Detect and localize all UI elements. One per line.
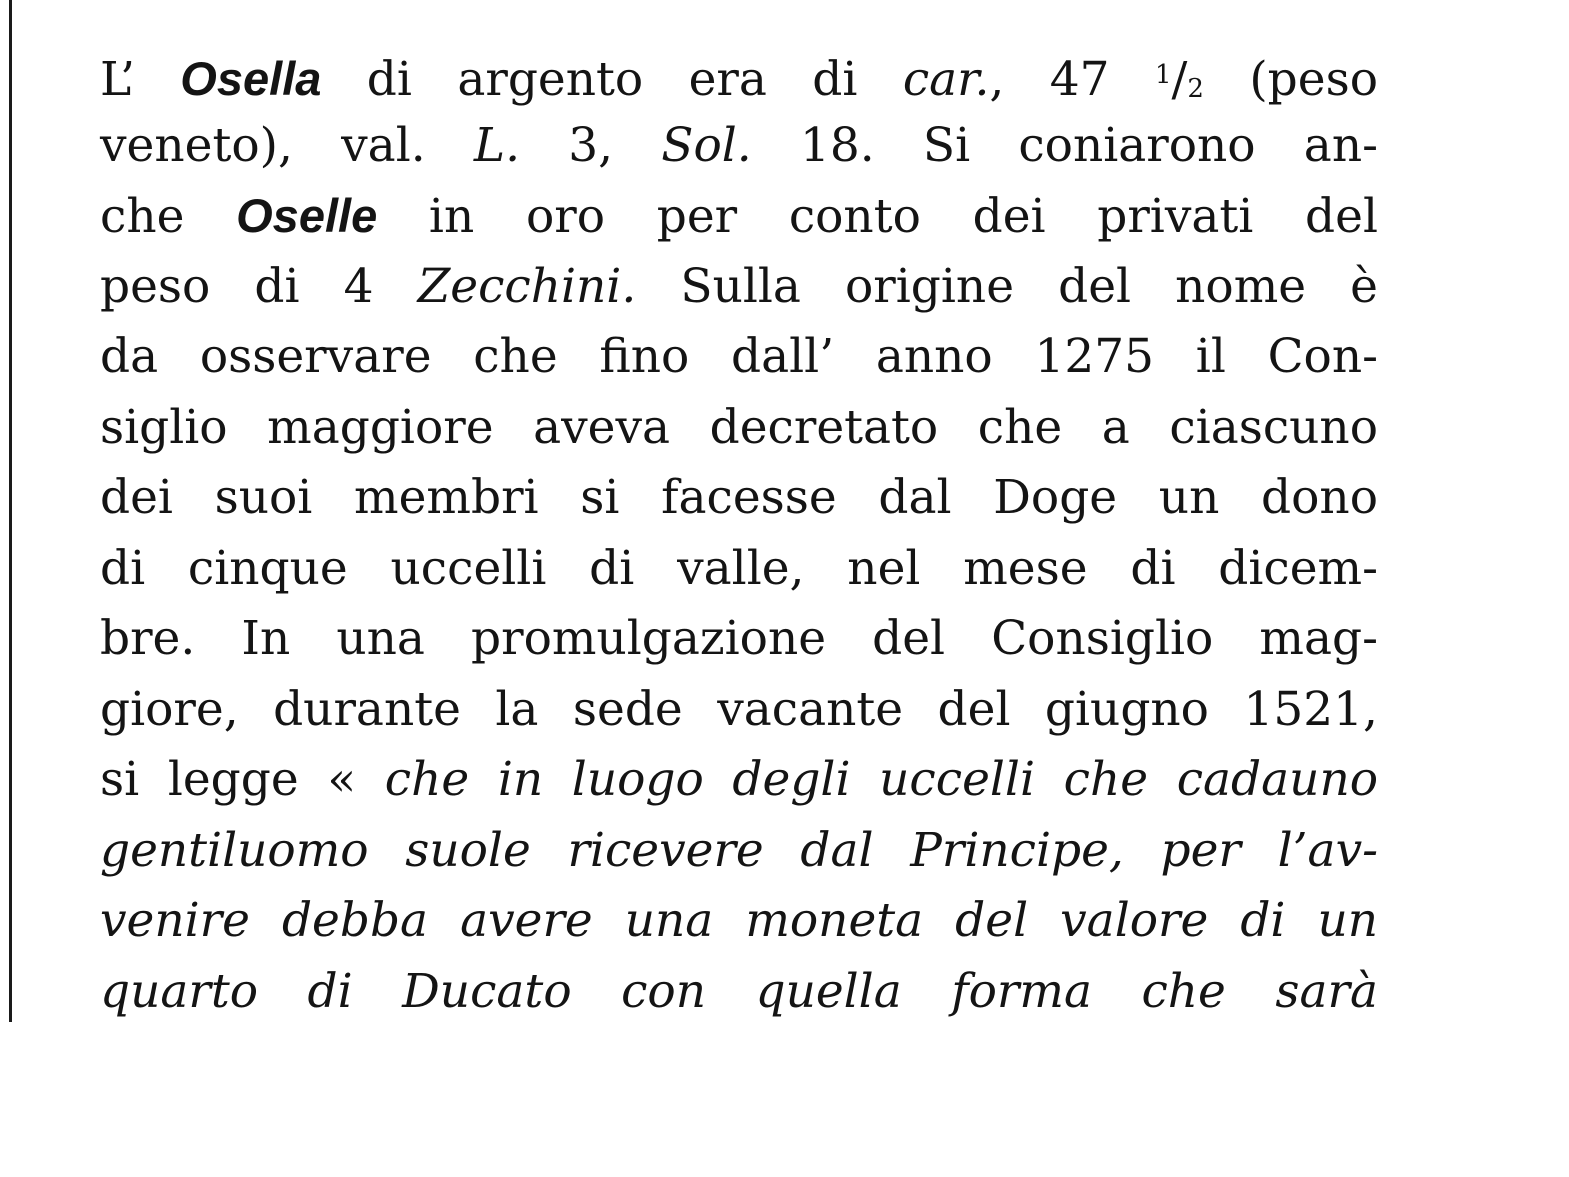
text-segment: da osservare che fino dall’ anno 1275 il Con- — [100, 329, 1378, 384]
quotation-italic: venire debba avere una moneta del valore di un — [100, 893, 1378, 948]
text-segment: di cinque uccelli di valle, nel mese di dicem- — [100, 540, 1378, 596]
text-segment: siglio maggiore aveva decretato che a ciascuno — [100, 399, 1378, 455]
text-segment: L’ — [100, 52, 181, 107]
text-line-6 — [100, 393, 1378, 464]
fraction-slash: / — [1171, 52, 1188, 107]
text-segment: peso di 4 — [100, 258, 418, 314]
text-segment: , 47 — [989, 52, 1155, 107]
text-line-14 — [100, 957, 1378, 1028]
text-segment: di argento era di — [321, 52, 903, 107]
text-line-5 — [100, 322, 1378, 393]
abbrev-soldi: Sol. — [661, 117, 752, 173]
text-line-1 — [100, 40, 1378, 111]
text-line-2 — [100, 111, 1378, 182]
text-segment: 18. Si coniarono an- — [751, 117, 1378, 173]
text-line-11 — [100, 745, 1378, 816]
term-zecchini: Zecchini. — [417, 258, 637, 314]
text-line-13 — [100, 886, 1378, 957]
fraction-denominator: 2 — [1187, 74, 1204, 104]
text-segment: che — [100, 189, 237, 244]
quotation-italic: che in luogo degli uccelli che cadauno — [384, 752, 1379, 807]
term-oselle: Oselle — [236, 189, 378, 242]
quotation-italic: quarto di Ducato con quella forma che sarà — [100, 963, 1378, 1019]
left-margin-rule — [9, 0, 12, 1022]
text-line-4 — [100, 252, 1378, 323]
text-line-9 — [100, 604, 1378, 675]
text-segment: 3, — [520, 117, 662, 173]
abbrev-car: car. — [902, 52, 990, 107]
text-segment: bre. In una promulgazione del Consiglio mag- — [100, 611, 1378, 666]
text-segment: Sulla origine del nome è — [636, 258, 1378, 314]
text-segment: si legge « — [100, 752, 385, 807]
text-segment: (peso — [1203, 52, 1378, 107]
paragraph — [100, 40, 1378, 1027]
text-segment: giore, durante la sede vacante del giugno 1521, — [100, 681, 1378, 737]
text-segment: veneto), val. — [100, 117, 474, 173]
quotation-italic: gentiluomo suole ricevere dal Principe, per l’av- — [100, 822, 1378, 878]
text-line-10 — [100, 675, 1378, 746]
text-segment: dei suoi membri si facesse dal Doge un dono — [100, 470, 1378, 525]
abbrev-lire: L. — [473, 117, 521, 173]
term-osella: Osella — [180, 52, 322, 105]
text-line-7 — [100, 463, 1378, 534]
text-line-12 — [100, 816, 1378, 887]
fraction-numerator: 1 — [1155, 60, 1172, 90]
text-line-3 — [100, 181, 1378, 252]
text-segment: in oro per conto dei privati del — [377, 189, 1378, 244]
text-line-8 — [100, 534, 1378, 605]
